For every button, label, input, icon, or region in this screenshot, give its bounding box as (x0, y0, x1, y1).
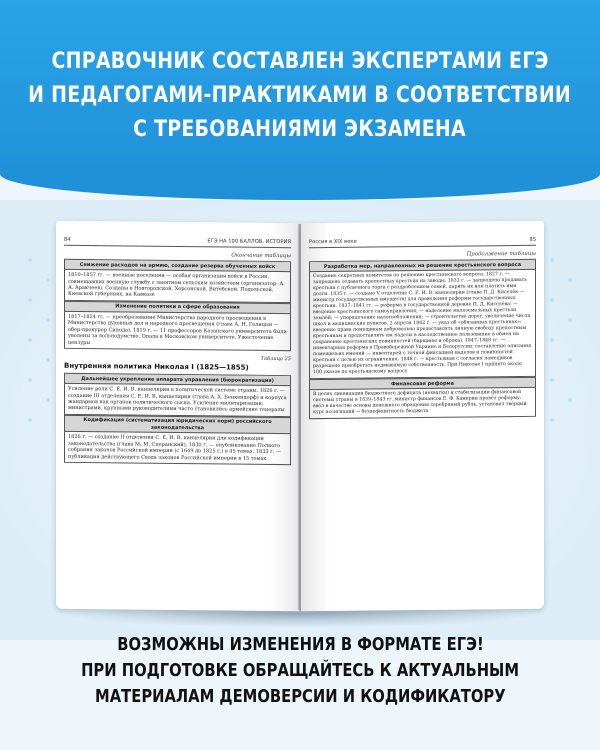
caption-line-1: ВОЗМОЖНЫ ИЗМЕНЕНИЯ В ФОРМАТЕ ЕГЭ! (116, 634, 484, 655)
right-table-1 (309, 259, 536, 420)
table-cell: Создание секретных комитетов по решению крестьянского вопроса. 1827 г. — запрещено отдавать крепостных крестьян на заводы. 1833 г. — запрещено продавать крестьян с публичного торга с раздроблением семей, дарить их или платить ими долги. 1835 г. — создано V отделение С. Е. И. В. канцелярии (глава П. Д. Киселёв — министр государственных имуществ) для проведения реформы государственных крестьян. 1837–1841 гг. — реформа в государственной деревне П. Д. Киселёва: — введение крестьянского самоуправления; — наделение малоземельных крестьян землёй; — упорядочение налогообложения; — строительство дорог, увеличение числа школ и медицинских пунктов. 2 апреля 1842 г. — указ об «обязанных крестьянах»: введение права помещикам добровольно предоставлять личную свободу крепостным крестьянам и предоставлять им наделы в наследственное пользование в обмен на сохранение крестьянских повинностей (барщины и оброка). 1847–1848 гг. — инвентарная реформа в Правобережной Украине и Белоруссии: составление описания помещичьих имений — инвентарей с точной фиксацией наделов и повинностей крестьян с целью их ограничения. 1848 г. — крестьянам с согласия помещиков разрешено приобретать недвижимую собственность. При Николае I принято около 100 указов по крестьянскому вопросу (310, 270, 535, 379)
table-cell: 1810–1857 гг. — военные поселения — особая организация войск в России, совмещавших военную службу с занятием сельским хозяйством (организатор: А. А. Аракчеев). Созданы в Новгородской, Херсонской, Витебской, Подольской, Киевской губерниях, на Кавказе (65, 270, 290, 303)
left-page-number: 84 (64, 236, 71, 243)
table-header: Кодификация (систематизация юридических норм) российского законодательства (65, 415, 290, 435)
left-page (56, 221, 299, 612)
left-running-title: ЕГЭ НА 100 БАЛЛОВ. ИСТОРИЯ (207, 238, 291, 246)
left-table-1 (64, 259, 291, 351)
caption-line-2: ПРИ ПОДГОТОВКЕ ОБРАЩАЙТЕСЬ К АКТУАЛЬНЫМ (81, 660, 519, 681)
open-book (54, 222, 546, 618)
table-cell: 1826 г. — создание II отделения С. Е. И. В. канцелярии для кодификации законодательства (глава М. М. Сперанский). 1830 г. — опубликование Полного собрания законов Российской империи (с 1649 до 1825 г.) в 45 томах. 1833 г. — публикация действующего Свода законов Российской империи в 15 томах (68, 434, 281, 462)
left-table-2 (64, 373, 291, 465)
section-title: Внутренняя политика Николая I (1825—1855) (64, 361, 249, 372)
table-header: Изменение политики в сфере образования (65, 301, 290, 315)
header-banner (0, 0, 600, 200)
banner-line-2: И ПЕДАГОГАМИ-ПРАКТИКАМИ В СООТВЕТСТВИИ (28, 83, 572, 108)
banner-line-3: С ТРЕБОВАНИЯМИ ЭКЗАМЕНА (133, 117, 467, 142)
left-continuation-label: Окончание таблицы (231, 252, 291, 260)
right-continuation-label: Продолжение таблицы (466, 250, 536, 258)
table-header: Разработка мер, направленных на решение крестьянского вопроса (310, 260, 535, 273)
table-cell: 1817–1824 гг. — преобразование Министерства народного просвещения в Министерство духовных дел и народного просвещения (глава А. Н. Голицын — обер-прокурор Синода). 1819 г. — 11 профессоров Казанского университета были уволены за вольнодумство. Опала в Московском университете. Ужесточение цензуры (68, 313, 287, 346)
table-header: Финансовая реформа (310, 377, 535, 391)
right-running-title: Россия в XIX веке (309, 238, 357, 246)
caption-line-3: МАТЕРИАЛАМ ДЕМОВЕРСИИ И КОДИФИКАТОРУ (94, 686, 506, 707)
table-cell: В целях ликвидации бюджетного дефицита (нехватки) и стабилизации финансовой системы страны в 1839–1843 гг. министр финансов Е. Ф. Канкрин провёл реформу: ввёл в качестве основы денежного обращения серебряный рубль, установил твёрдый курс ассигнаций → бездефицитность бюджета (313, 390, 527, 416)
table-number-label: Таблица 25 (260, 355, 291, 363)
left-running-head (64, 237, 291, 248)
table-cell: Усиление роли С. Е. И. В. канцелярии в политической системе страны. 1826 г. — создание III отделения С. Е. И. В. канцелярии (глава А. Х. Бенкендорф) и корпуса жандармов как органов политического сыска. Усиление милитаризации: министрами, крупными руководителями часто становились армейские генералы (65, 384, 290, 417)
table-header: Дальнейшее укрепление аппарата управления (бюрократизация) (65, 374, 290, 387)
right-page (301, 221, 544, 612)
right-running-head (309, 237, 536, 248)
right-page-number: 85 (529, 236, 536, 243)
table-header: Снижение расходов на армию, создание резерва обученных войск (65, 260, 290, 273)
footer-caption (0, 632, 600, 750)
banner-line-1: СПРАВОЧНИК СОСТАВЛЕН ЭКСПЕРТАМИ ЕГЭ (51, 49, 549, 74)
